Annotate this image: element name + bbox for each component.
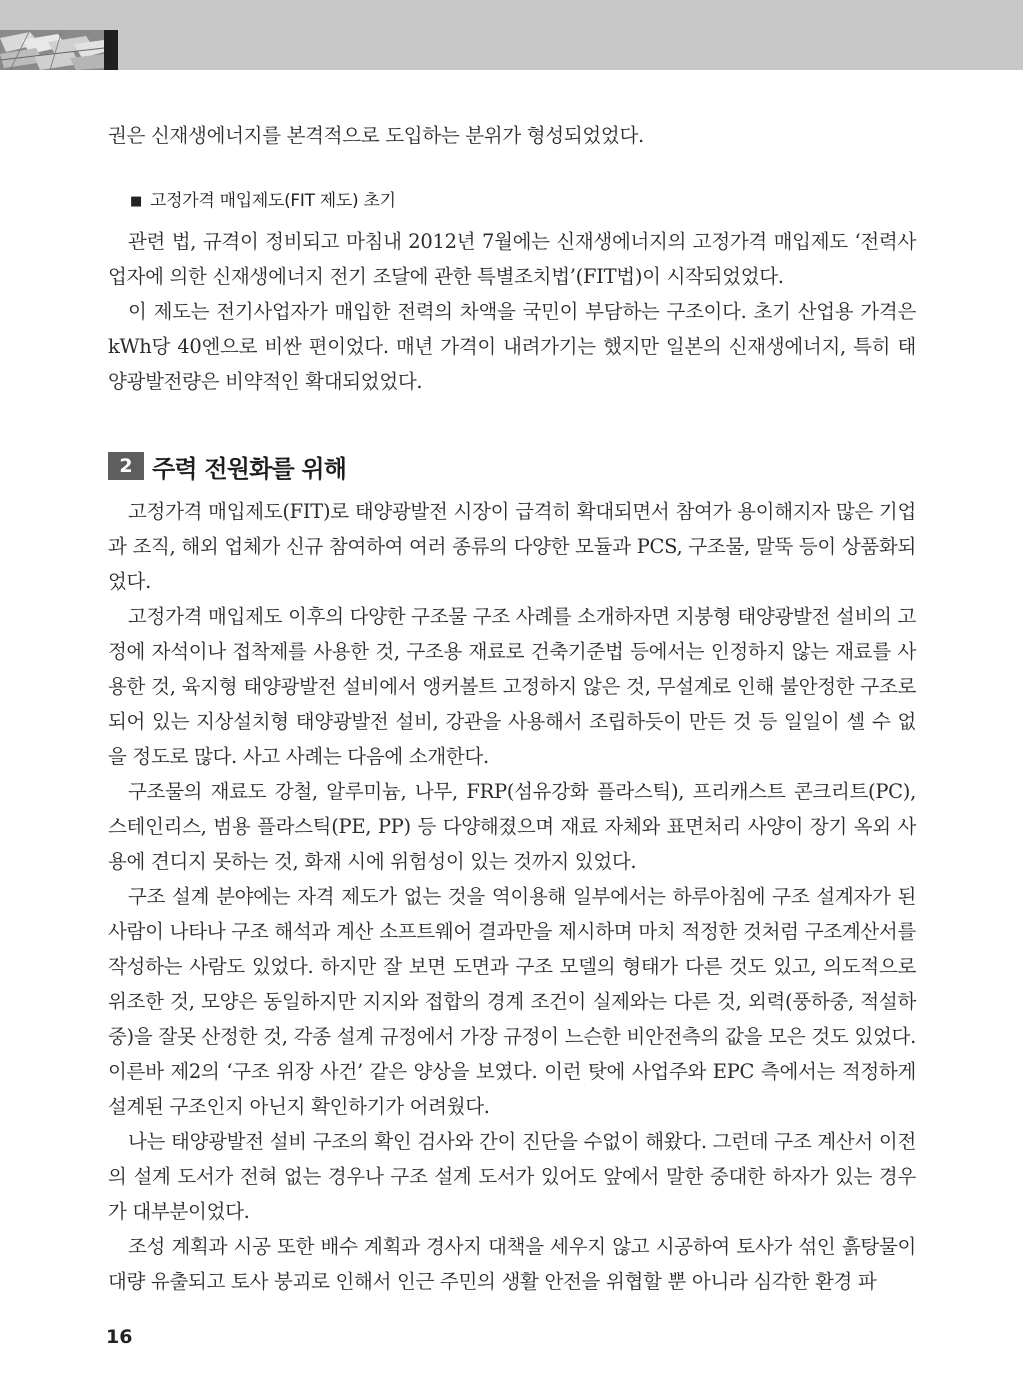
paragraph: 구조 설계 분야에는 자격 제도가 없는 것을 역이용해 일부에서는 하루아침에 구조 설계자가 된 사람이 나타나 구조 해석과 계산 소프트웨어 결과만을 제시하며 마치 적정한 것처럼 구조계산서를 작성하는 사람도 있었다. 하지만 잘 보면 도면과 구조 모델의 형태가 다른 것도 있고, 의도적으로 위조한 것, 모양은 동일하지만 지지와 접합의 경계 조건이 실제와는 다른 것, 외력(풍하중, 적설하중)을 잘못 산정한 것, 각종 설계 규정에서 가장 규정이 느슨한 비안전측의 값을 모은 것도 있었다. 이른바 제2의 ‘구조 위장 사건’ 같은 양상을 보였다. 이런 탓에 사업주와 EPC 측에서는 적정하게 설계된 구조인지 아닌지 확인하기가 어려웠다. [108,885,916,1118]
section-body [108,494,916,1299]
section-number-badge: 2 [108,452,144,480]
subsection-body [108,224,916,399]
intro-text [108,118,916,153]
header-band [0,0,1023,70]
subsection-heading [130,190,396,213]
subsection-title: 고정가격 매입제도(FIT 제도) 초기 [149,191,396,211]
section-heading [108,451,346,481]
paragraph: 구조물의 재료도 강철, 알루미늄, 나무, FRP(섬유강화 플라스틱), 프리캐스트 콘크리트(PC), 스테인리스, 범용 플라스틱(PE, PP) 등 다양해졌으며 재료 자체와 표면처리 사양이 장기 옥외 사용에 견디지 못하는 것, 화재 시에 위험성이 있는 것까지 있었다. [108,780,916,873]
paragraph: 고정가격 매입제도 이후의 다양한 구조물 구조 사례를 소개하자면 지붕형 태양광발전 설비의 고정에 자석이나 접착제를 사용한 것, 구조용 재료로 건축기준법 등에서는 인정하지 않는 재료를 사용한 것, 육지형 태양광발전 설비에서 앵커볼트 고정하지 않은 것, 무설계로 인해 불안정한 구조로 되어 있는 지상설치형 태양광발전 설비, 강관을 사용해서 조립하듯이 만든 것 등 일일이 셀 수 없을 정도로 많다. 사고 사례는 다음에 소개한다. [108,605,916,768]
intro-paragraph: 권은 신재생에너지를 본격적으로 도입하는 분위가 형성되었었다. [108,124,644,147]
bullet-square-icon: ■ [130,194,142,209]
paragraph: 고정가격 매입제도(FIT)로 태양광발전 시장이 급격히 확대되면서 참여가 용이해지자 많은 기업과 조직, 해외 업체가 신규 참여하여 여러 종류의 다양한 모듈과 PCS, 구조물, 말뚝 등이 상품화되었다. [108,500,916,593]
header-tab-marker [104,30,118,70]
page-number: 16 [106,1326,133,1348]
solar-panel-header-image [0,30,104,70]
paragraph: 나는 태양광발전 설비 구조의 확인 검사와 간이 진단을 수없이 해왔다. 그런데 구조 계산서 이전의 설계 도서가 전혀 없는 경우나 구조 설계 도서가 있어도 앞에서 말한 중대한 하자가 있는 경우가 대부분이었다. [108,1130,916,1223]
paragraph: 이 제도는 전기사업자가 매입한 전력의 차액을 국민이 부담하는 구조이다. 초기 산업용 가격은 kWh당 40엔으로 비싼 편이었다. 매년 가격이 내려가기는 했지만 일본의 신재생에너지, 특히 태양광발전량은 비약적인 확대되었었다. [108,300,916,393]
section-title: 주력 전원화를 위해 [152,454,347,483]
paragraph: 관련 법, 규격이 정비되고 마침내 2012년 7월에는 신재생에너지의 고정가격 매입제도 ‘전력사업자에 의한 신재생에너지 전기 조달에 관한 특별조치법’(FIT법)이 시작되었었다. [108,230,916,288]
paragraph: 조성 계획과 시공 또한 배수 계획과 경사지 대책을 세우지 않고 시공하여 토사가 섞인 흙탕물이 대량 유출되고 토사 붕괴로 인해서 인근 주민의 생활 안전을 위협할 뿐 아니라 심각한 환경 파 [108,1235,916,1293]
